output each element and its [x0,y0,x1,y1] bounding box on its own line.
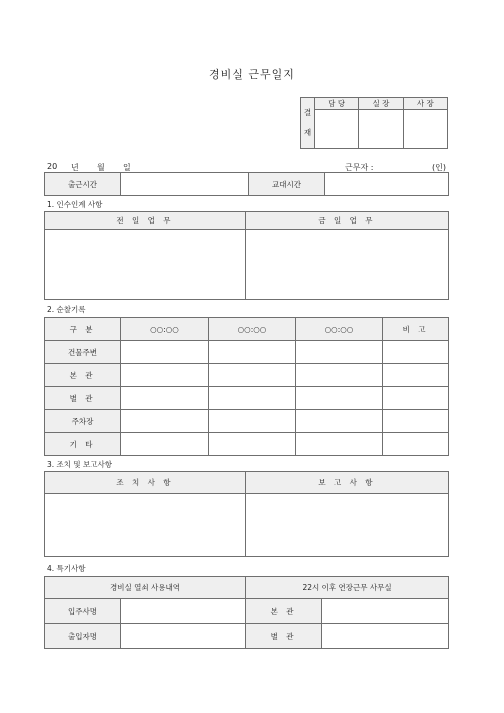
annex-building-label: 별 관 [246,624,322,649]
approval-sign-staff[interactable] [315,110,359,149]
date-year-unit: 년 [71,163,79,172]
special-heading: 4. 특기사항 [47,564,86,573]
handover-today-field[interactable] [246,230,449,300]
patrol-cell[interactable] [209,410,296,433]
approval-header-staff: 담 당 [315,98,359,110]
report-header: 보 고 사 항 [246,472,449,494]
patrol-cell[interactable] [296,364,383,387]
patrol-cell[interactable] [296,410,383,433]
page-title: 경비실 근무일지 [209,68,295,81]
action-field[interactable] [45,494,246,557]
tenant-name-label: 입주사명 [45,599,121,624]
patrol-heading: 2. 순찰기록 [47,305,86,314]
patrol-table [44,317,449,456]
handover-prev-field[interactable] [45,230,246,300]
patrol-remark-cell[interactable] [383,410,449,433]
patrol-time-1: ○○:○○ [121,318,209,341]
report-field[interactable] [246,494,449,557]
date-month-unit: 월 [97,163,105,172]
main-building-field[interactable] [322,599,449,624]
patrol-cell[interactable] [121,364,209,387]
patrol-cell[interactable] [121,410,209,433]
tenant-name-field[interactable] [121,599,246,624]
patrol-cell[interactable] [121,341,209,364]
patrol-remark-cell[interactable] [383,341,449,364]
action-table [44,471,449,557]
approval-side-label [301,98,315,149]
approval-header-manager: 실 장 [359,98,403,110]
patrol-row-label: 별 관 [45,387,121,410]
handover-heading: 1. 인수인계 사항 [47,200,103,209]
patrol-cell[interactable] [209,341,296,364]
patrol-cell[interactable] [296,387,383,410]
patrol-remark-cell[interactable] [383,433,449,456]
approval-side-bottom: 재 [303,128,312,137]
patrol-cell[interactable] [121,433,209,456]
patrol-cell[interactable] [209,387,296,410]
visitor-name-label: 출입자명 [45,624,121,649]
start-time-field[interactable] [121,173,249,196]
approval-table [300,97,448,149]
patrol-col-label: 구 분 [45,318,121,341]
handover-prev-header: 전 일 업 무 [45,212,246,230]
patrol-cell[interactable] [296,341,383,364]
special-table [44,576,449,649]
patrol-row-label: 기 타 [45,433,121,456]
annex-building-field[interactable] [322,624,449,649]
patrol-remark-cell[interactable] [383,364,449,387]
change-time-field[interactable] [325,173,449,196]
visitor-name-field[interactable] [121,624,246,649]
patrol-cell[interactable] [209,364,296,387]
start-time-label: 출근시간 [45,173,121,196]
patrol-cell[interactable] [296,433,383,456]
overtime-header: 22시 이후 연장근무 사무실 [246,577,449,599]
action-header: 조 치 사 항 [45,472,246,494]
patrol-remark-cell[interactable] [383,387,449,410]
date-day-unit: 일 [123,163,131,172]
patrol-cell[interactable] [209,433,296,456]
patrol-row-label: 본 관 [45,364,121,387]
worker-label: 근무자 : [345,163,374,172]
patrol-row-label: 건물주변 [45,341,121,364]
approval-sign-president[interactable] [403,110,447,149]
handover-table [44,211,449,300]
patrol-row-label: 주차장 [45,410,121,433]
handover-today-header: 금 일 업 무 [246,212,449,230]
approval-side-top: 결 [303,108,312,117]
patrol-cell[interactable] [121,387,209,410]
patrol-time-3: ○○:○○ [296,318,383,341]
patrol-time-2: ○○:○○ [209,318,296,341]
seal-label: (인) [432,163,446,172]
key-log-header: 경비실 열쇠 사용내역 [45,577,246,599]
patrol-remark-header: 비 고 [383,318,449,341]
action-heading: 3. 조치 및 보고사항 [47,460,113,469]
main-building-label: 본 관 [246,599,322,624]
shift-table [44,172,449,196]
approval-sign-manager[interactable] [359,110,403,149]
approval-header-president: 사 장 [403,98,447,110]
date-year: 20 [47,162,58,171]
change-time-label: 교대시간 [249,173,325,196]
